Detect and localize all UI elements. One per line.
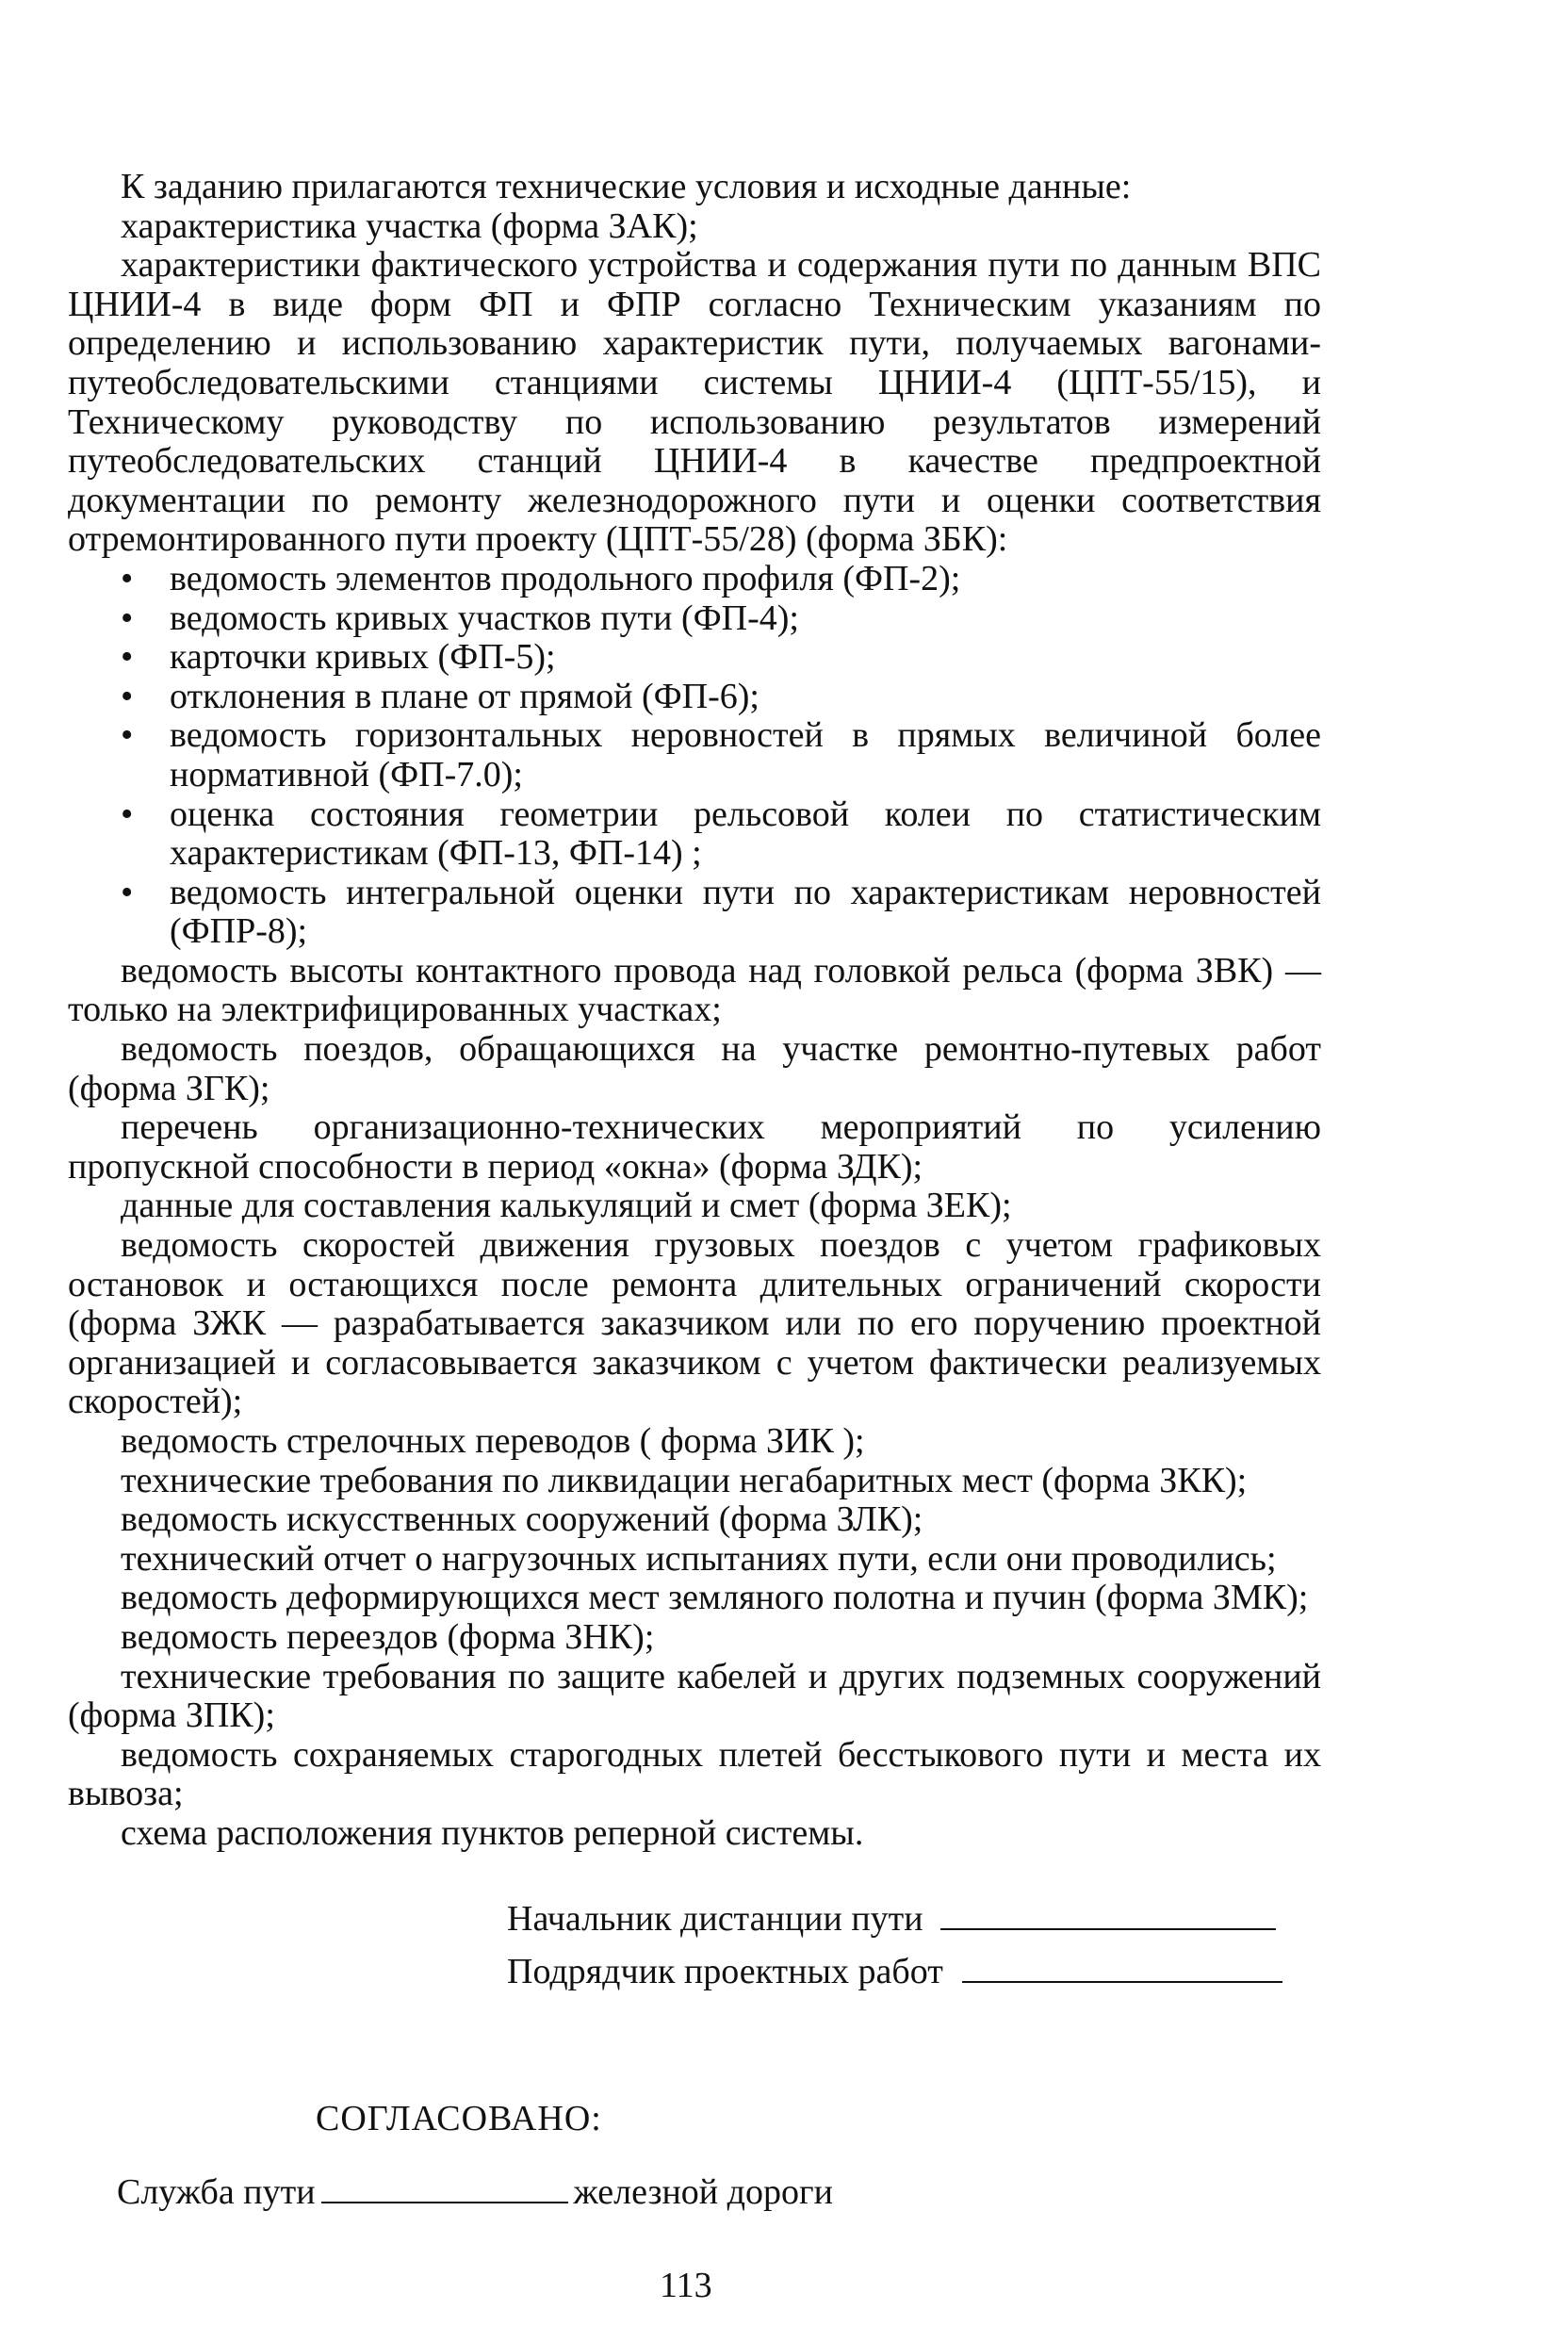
list-item: • оценка состояния геометрии рельсовой колеи по статистическим характеристикам (ФП-13, ФП-14) ; <box>68 795 1321 874</box>
signature-row-contractor <box>507 1945 1282 1998</box>
service-line <box>117 2171 833 2213</box>
item-paragraph: ведомость скоростей движения грузовых поездов с учетом графиковых остановок и остающихся после ремонта длительных ограничений скорости (форма ЗЖК — разрабатывается заказчиком или по его поручению проектной организацией и согласовывается заказчиком с учетом фактически реализуемых скоростей); <box>68 1225 1321 1422</box>
signature-line <box>962 1953 1282 1983</box>
item-paragraph: ведомость сохраняемых старогодных плетей бесстыкового пути и места их вывоза; <box>68 1734 1321 1814</box>
approval-heading: СОГЛАСОВАНО: <box>316 2099 602 2138</box>
list-item: • ведомость кривых участков пути (ФП-4); <box>68 599 1321 639</box>
service-prefix: Служба пути <box>117 2172 316 2212</box>
list-item: • отклонения в плане от прямой (ФП-6); <box>68 678 1321 717</box>
document-body <box>68 168 1321 1854</box>
signature-line <box>940 1900 1276 1930</box>
item-paragraph: ведомость деформирующихся мест земляного полотна и пучин (форма ЗМК); <box>121 1578 1309 1618</box>
signature-label-chief: Начальник дистанции пути <box>507 1899 923 1939</box>
paragraph-track-data: характеристики фактического устройства и содержания пути по данным ВПС ЦНИИ-4 в виде форм ФП и ФПР согласно Техническим указаниям по определению и использованию характеристик пути, получаемых вагонами-путеобследовательскими станциями системы ЦНИИ-4 (ЦПТ-55/15), и Техническому руководству по использованию результатов измерений путеобследовательских станций ЦНИИ-4 в качестве предпроектной документации по ремонту железнодорожного пути и оценки соответствия отремонтированного пути проекту (ЦПТ-55/28) (форма ЗБК): <box>68 245 1321 560</box>
list-item: • ведомость элементов продольного профиля (ФП-2); <box>68 560 1321 599</box>
item-paragraph: ведомость стрелочных переводов ( форма ЗИК ); <box>121 1421 865 1461</box>
item-paragraph: ведомость поездов, обращающихся на участке ремонтно-путевых работ (форма ЗГК); <box>68 1029 1321 1108</box>
item-paragraph: технические требования по защите кабелей и других подземных сооружений (форма ЗПК); <box>68 1656 1321 1736</box>
signature-label-contractor: Подрядчик проектных работ <box>507 1952 943 1991</box>
signature-row-chief <box>507 1892 1282 1945</box>
list-item: • карточки кривых (ФП-5); <box>68 638 1321 678</box>
item-paragraph: ведомость высоты контактного провода над головкой рельса (форма ЗВК) — только на электрифицированных участках; <box>68 950 1321 1030</box>
service-suffix: железной дороги <box>573 2172 833 2212</box>
section-characteristics: характеристика участка (форма ЗАК); <box>121 205 698 246</box>
form-list <box>68 560 1321 952</box>
page-number: 113 <box>660 2266 712 2305</box>
signature-block <box>507 1892 1282 1998</box>
item-paragraph: перечень организационно-технических мероприятий по усилению пропускной способности в период «окна» (форма ЗДК); <box>68 1107 1321 1187</box>
item-paragraph: схема расположения пунктов реперной системы. <box>121 1812 864 1853</box>
item-paragraph: данные для составления калькуляций и смет (форма ЗЕК); <box>121 1186 1012 1226</box>
item-paragraph: ведомость переездов (форма ЗНК); <box>121 1616 655 1657</box>
item-paragraph: технический отчет о нагрузочных испытаниях пути, если они проводились; <box>121 1538 1277 1579</box>
item-paragraph: ведомость искусственных сооружений (форма ЗЛК); <box>121 1499 923 1540</box>
intro-line: К заданию прилагаются технические условия и исходные данные: <box>121 167 1132 206</box>
item-paragraph: технические требования по ликвидации негабаритных мест (форма ЗКК); <box>121 1460 1248 1500</box>
list-item: • ведомость горизонтальных неровностей в прямых величиной более нормативной (ФП-7.0); <box>68 716 1321 794</box>
list-item: • ведомость интегральной оценки пути по характеристикам неровностей (ФПР-8); <box>68 874 1321 952</box>
signature-line <box>321 2173 568 2203</box>
